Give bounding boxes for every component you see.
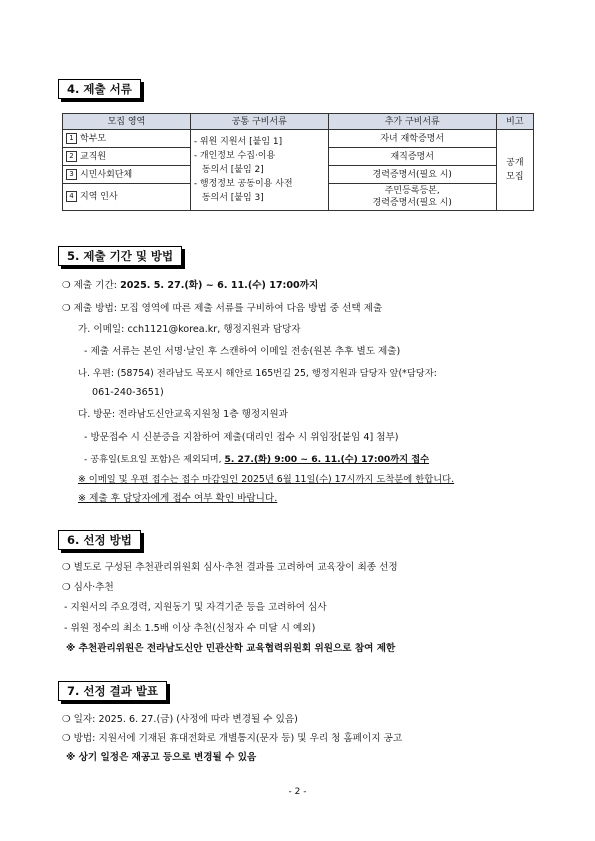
common-doc-line: - 개인정보 수집·이용 (193, 151, 276, 161)
extra-doc-line: 주민등록등본, (384, 186, 440, 196)
selection-line: ❍ 심사·추천 (62, 582, 114, 593)
note-line: 모집 (506, 172, 524, 182)
area-label: 교직원 (80, 151, 107, 162)
area-label: 지역 인사 (80, 192, 118, 202)
announce-line: ❍ 일자: 2025. 6. 27.(금) (사정에 따라 변경될 수 있음) (62, 714, 298, 725)
warning-line: ※ 이메일 및 우편 접수는 접수 마감일인 2025년 6월 11일(수) 17시까지 도착분에 한합니다. (78, 474, 455, 485)
visit-note-text: - 공휴일(토요일 포함)은 제외되며, (84, 454, 225, 465)
visit-note-line: - 방문접수 시 신분증을 지참하여 제출(대리인 접수 시 위임장[붙임 4] 첨부) (84, 432, 399, 443)
section-5-title: 5. 제출 기간 및 방법 (58, 246, 182, 266)
announce-note: ※ 상기 일정은 재공고 등으로 변경될 수 있음 (66, 752, 257, 763)
section-6-title: 6. 선정 방법 (58, 530, 141, 550)
area-label: 시민사회단체 (80, 169, 133, 180)
period-line (62, 279, 318, 292)
selection-line: ❍ 별도로 구성된 추천관리위원회 심사·추천 결과를 고려하여 교육장이 최종 선정 (62, 562, 398, 573)
extra-doc-cell: 재직증명서 (328, 148, 496, 166)
common-doc-line: 동의서 [붙임 3] (201, 193, 264, 203)
area-number: 3 (66, 169, 77, 180)
table-header: 공통 구비서류 (190, 114, 328, 130)
page-number: - 2 - (288, 787, 307, 797)
common-doc-line: - 위원 지원서 [붙임 1] (193, 137, 283, 147)
common-doc-line: - 행정정보 공동이용 사전 (193, 179, 293, 189)
period-label: ❍ 제출 기간: (62, 280, 121, 291)
section-4-title: 4. 제출 서류 (58, 79, 141, 99)
area-cell (63, 166, 191, 184)
method-line: ❍ 제출 방법: 모집 영역에 따른 제출 서류를 구비하여 다음 방법 중 선택 제출 (62, 303, 383, 314)
section-7-title: 7. 선정 결과 발표 (58, 681, 167, 701)
area-cell (63, 130, 191, 148)
email-line: 가. 이메일: cch1121@korea.kr, 행정지원과 담당자 (78, 324, 301, 335)
area-label: 학부모 (80, 133, 107, 144)
area-cell (63, 184, 191, 211)
post-line-2: 061-240-3651) (92, 387, 164, 398)
common-doc-line: 동의서 [붙임 2] (201, 165, 264, 175)
selection-note: ※ 추천관리위원은 전라남도신안 민관산학 교육협력위원회 위원으로 참여 제한 (66, 643, 396, 654)
documents-table (62, 113, 534, 211)
table-header: 추가 구비서류 (328, 114, 496, 130)
common-docs-cell (190, 130, 328, 211)
email-note-line: - 제출 서류는 본인 서명·날인 후 스캔하여 이메일 전송(원본 추후 별도 제출) (84, 346, 401, 357)
extra-doc-cell: 자녀 재학증명서 (328, 130, 496, 148)
announce-line: ❍ 방법: 지원서에 기재된 휴대전화로 개별통지(문자 등) 및 우리 청 홈페이지 공고 (62, 733, 403, 744)
area-cell (63, 148, 191, 166)
extra-doc-line: 경력증명서(필요 시) (372, 198, 452, 208)
visit-note-line-2 (84, 453, 429, 466)
selection-line: - 위원 정수의 최소 1.5배 이상 추천(신청자 수 미달 시 예외) (64, 623, 316, 634)
area-number: 2 (66, 151, 77, 162)
post-line: 나. 우편: (58754) 전라남도 목포시 해안로 165번길 25, 행정지원과 담당자 앞(*담당자: (78, 368, 437, 379)
table-header: 비고 (496, 114, 533, 130)
area-number: 1 (66, 133, 77, 144)
area-number: 4 (66, 191, 77, 202)
note-cell (496, 130, 533, 211)
table-header: 모집 영역 (63, 114, 191, 130)
warning-line-2: ※ 제출 후 담당자에게 접수 여부 확인 바랍니다. (78, 493, 278, 504)
selection-line: - 지원서의 주요경력, 지원동기 및 자격기준 등을 고려하여 심사 (64, 602, 327, 613)
note-line: 공개 (506, 158, 524, 168)
visit-line: 다. 방문: 전라남도신안교육지원청 1층 행정지원과 (78, 409, 288, 420)
visit-note-period: 5. 27.(화) 9:00 ~ 6. 11.(수) 17:00까지 접수 (224, 454, 430, 465)
extra-doc-cell: 경력증명서(필요 시) (328, 166, 496, 184)
extra-doc-cell (328, 184, 496, 211)
period-value: 2025. 5. 27.(화) ~ 6. 11.(수) 17:00까지 (120, 280, 319, 291)
